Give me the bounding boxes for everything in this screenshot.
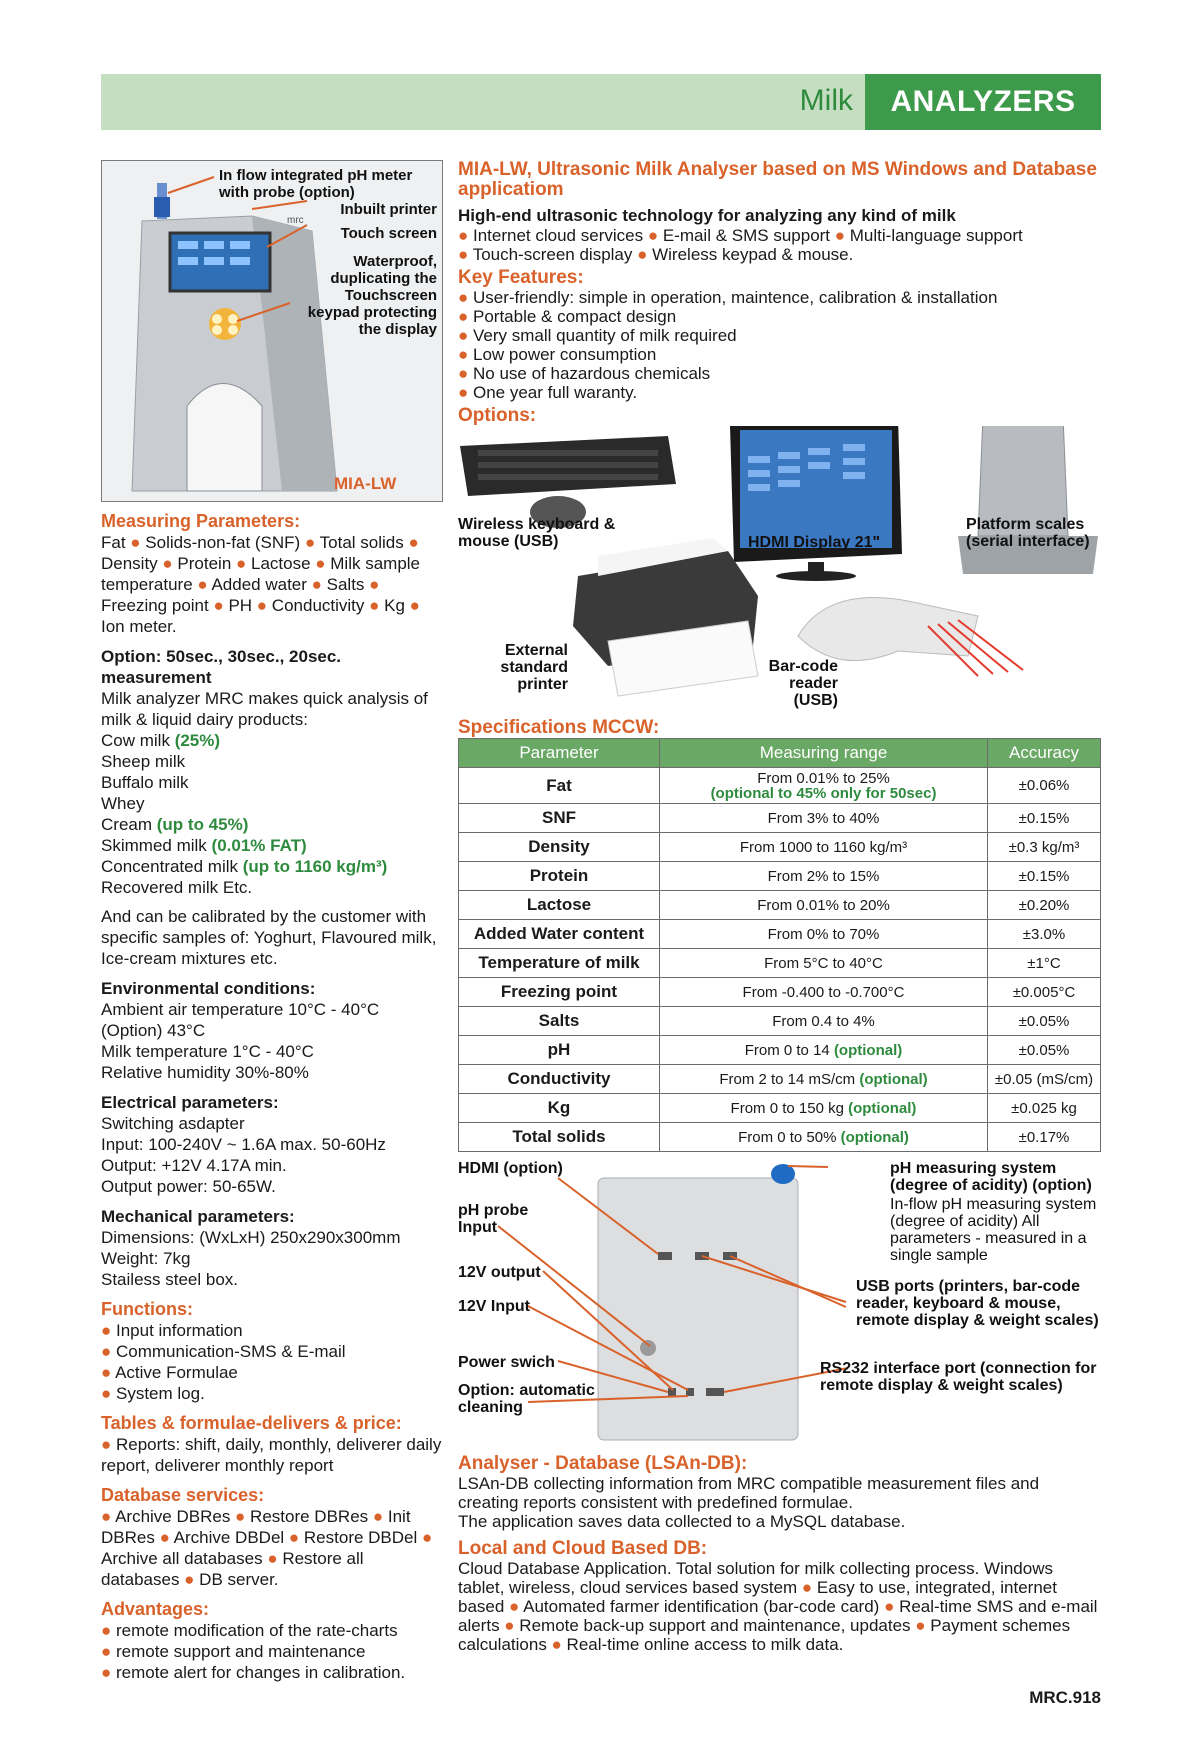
bullet-dot: ● [306, 575, 327, 594]
header-milk: Milk [799, 84, 853, 117]
th-accuracy: Accuracy [988, 739, 1101, 768]
spec-accuracy: ±0.05% [988, 1036, 1101, 1065]
header-band [101, 74, 1101, 130]
advantage-item [101, 1620, 443, 1641]
spec-param: Salts [459, 1007, 660, 1036]
bullet-dot: ● [364, 575, 380, 594]
mech-line: Dimensions: (WxLxH) 250x290x300mm [101, 1228, 401, 1247]
spec-accuracy: ±0.17% [988, 1123, 1101, 1152]
option-heading: Option: 50sec., 30sec., 20sec. measurement [101, 647, 342, 687]
th-parameter: Parameter [459, 739, 660, 768]
spec-param: Conductivity [459, 1065, 660, 1094]
spec-range [660, 949, 988, 978]
function-item-text: Input information [116, 1321, 243, 1340]
spec-range [660, 1036, 988, 1065]
elec-heading: Electrical parameters: [101, 1093, 279, 1112]
spec-param: SNF [459, 804, 660, 833]
product-note: (25%) [174, 731, 221, 750]
specs-header-row [459, 739, 1101, 768]
functions-list [101, 1320, 443, 1404]
options-heading: Options: [458, 405, 537, 426]
services-line-1 [458, 226, 1101, 245]
feature-item-text: User-friendly: simple in operation, maintence, calibration & installation [473, 288, 998, 307]
mech-lines [101, 1227, 443, 1290]
measuring-item: Kg [384, 596, 405, 615]
db-item: Archive DBRes [115, 1507, 231, 1526]
product-item [101, 835, 443, 856]
bullet-dot: ● [643, 226, 663, 245]
spec-row [459, 978, 1101, 1007]
key-heading: Key Features: [458, 267, 584, 288]
measuring-item: PH [228, 596, 253, 615]
spec-param: Density [459, 833, 660, 862]
feature-item [458, 383, 1101, 402]
specs-heading: Specifications MCCW: [458, 717, 660, 738]
back-hdmi: HDMI (option) [458, 1160, 563, 1177]
bullet-dot: ● [458, 345, 473, 364]
option-printer: External standard printer [500, 642, 568, 693]
bullet-dot: ● [284, 1528, 304, 1547]
bullet-dot: ● [101, 1384, 116, 1403]
feature-item-text: No use of hazardous chemicals [473, 364, 711, 383]
measuring-item: Milk sample temperature [101, 554, 421, 594]
cloud-item: Real-time SMS and e-mail alerts [458, 1597, 1098, 1635]
spec-row [459, 862, 1101, 891]
advantage-item-text: remote alert for changes in calibration. [116, 1663, 406, 1682]
bullet-dot: ● [157, 554, 178, 573]
bullet-dot: ● [458, 307, 473, 326]
product-name: Cream [101, 815, 153, 834]
bullet-dot: ● [364, 596, 385, 615]
function-item [101, 1362, 443, 1383]
cloud-text [458, 1559, 1101, 1654]
product-item [101, 856, 443, 877]
photo-label: MIA-LW [334, 474, 397, 493]
callout-keypad: Waterproof, duplicating the Touchscreen keypad protecting the display [307, 253, 437, 338]
cloud-item: Real-time online access to milk data. [566, 1635, 844, 1654]
elec-line: Input: 100-240V ~ 1.6A max. 50-60Hz [101, 1135, 386, 1154]
back-cleaning: Option: automatic cleaning [458, 1382, 595, 1416]
spec-range-extra: (optional) [848, 1099, 917, 1117]
spec-accuracy: ±0.06% [988, 768, 1101, 804]
bullet-dot: ● [252, 596, 272, 615]
env-lines [101, 999, 443, 1083]
product-item [101, 793, 443, 814]
db-item: Init DBRes [101, 1507, 411, 1547]
function-item [101, 1341, 443, 1362]
product-name: Cow milk [101, 731, 170, 750]
env-line: (Option) 43°C [101, 1021, 206, 1040]
cloud-item: Payment schemes calculations [458, 1616, 1071, 1654]
elec-lines [101, 1113, 443, 1197]
spec-range [660, 920, 988, 949]
bullet-dot: ● [192, 575, 212, 594]
cloud-intro: Cloud Database Application. Total solution for milk collecting process. Windows tablet, wireless, cloud services based system [458, 1559, 1053, 1597]
elec-line: Output power: 50-65W. [101, 1177, 276, 1196]
function-item-text: System log. [116, 1384, 205, 1403]
callout-printer: Inbuilt printer [340, 201, 437, 218]
spec-param: Total solids [459, 1123, 660, 1152]
spec-param: Fat [459, 768, 660, 804]
bullet-dot: ● [830, 226, 850, 245]
product-note: (0.01% FAT) [211, 836, 307, 855]
spec-row [459, 1094, 1101, 1123]
product-title: MIA-LW, Ultrasonic Milk Analyser based on MS Windows and Database applicatiom [458, 159, 1097, 200]
spec-range-text: From 5°C to 40°C [764, 954, 883, 972]
bullet-dot: ● [504, 1597, 524, 1616]
back-12v-output: 12V output [458, 1264, 541, 1281]
cloud-item: Easy to use, integrated, internet based [458, 1578, 1057, 1616]
product-item [101, 814, 443, 835]
db-heading: Database services: [101, 1485, 265, 1505]
product-item [101, 877, 443, 898]
env-line: Milk temperature 1°C - 40°C [101, 1042, 314, 1061]
feature-item [458, 326, 1101, 345]
spec-range-extra: (optional) [840, 1128, 909, 1146]
back-12v-input: 12V Input [458, 1298, 531, 1315]
spec-param: Protein [459, 862, 660, 891]
product-note: (up to 45%) [156, 815, 249, 834]
product-subtitle: High-end ultrasonic technology for analyzing any kind of milk [458, 206, 956, 225]
bullet-dot: ● [208, 596, 229, 615]
product-name: Recovered milk Etc. [101, 878, 253, 897]
back-ph-system-desc: In-flow pH measuring system (degree of acidity) All parameters - measured in a single sample [890, 1196, 1097, 1264]
left-column [101, 160, 443, 1683]
specs-table [458, 738, 1101, 1152]
feature-item-text: Portable & compact design [473, 307, 677, 326]
spec-range-text: From 0% to 70% [767, 925, 880, 943]
product-item [101, 730, 443, 751]
service-item: E-mail & SMS support [662, 226, 831, 245]
bullet-dot: ● [797, 1578, 817, 1597]
cloud-heading: Local and Cloud Based DB: [458, 1538, 708, 1559]
measuring-list [101, 532, 443, 637]
spec-range [660, 804, 988, 833]
spec-range [660, 1123, 988, 1152]
back-ph-system: pH measuring system (degree of acidity) (option) [890, 1160, 1092, 1194]
bullet-dot: ● [910, 1616, 931, 1635]
bullet-dot: ● [499, 1616, 520, 1635]
spec-range-text: From 0 to 14 [744, 1041, 830, 1059]
bullet-dot: ● [458, 383, 473, 402]
spec-row [459, 891, 1101, 920]
spec-range [660, 862, 988, 891]
spec-accuracy: ±0.05% [988, 1007, 1101, 1036]
spec-range-extra: (optional) [859, 1070, 928, 1088]
spec-range [660, 833, 988, 862]
bullet-dot: ● [632, 245, 653, 264]
spec-accuracy: ±1°C [988, 949, 1101, 978]
lsan-text: LSAn-DB collecting information from MRC compatible measurement files and creating reports consistent with predefined formulae. [458, 1474, 1040, 1512]
function-item-text: Active Formulae [115, 1363, 238, 1382]
product-name: Concentrated milk [101, 857, 239, 876]
option-keyboard: Wireless keyboard & mouse (USB) [458, 516, 616, 550]
measuring-item: Lactose [251, 554, 311, 573]
bullet-dot: ● [230, 1507, 251, 1526]
product-item [101, 751, 443, 772]
advantage-item [101, 1662, 443, 1683]
measuring-heading: Measuring Parameters: [101, 511, 301, 531]
feature-item [458, 307, 1101, 326]
bullet-dot: ● [101, 1642, 116, 1661]
bullet-dot: ● [310, 554, 331, 573]
callout-touch: Touch screen [340, 225, 437, 242]
spec-range [660, 1007, 988, 1036]
measuring-item: Added water [211, 575, 307, 594]
page-code: MRC.918 [1029, 1688, 1101, 1707]
service-item: Touch-screen display [472, 245, 633, 264]
db-item: Archive DBDel [173, 1528, 285, 1547]
elec-line: Output: +12V 4.17A min. [101, 1156, 287, 1175]
measuring-item: Salts [326, 575, 365, 594]
lsan-text-2: The application saves data collected to a MySQL database. [458, 1512, 906, 1531]
bullet-dot: ● [231, 554, 251, 573]
bullet-dot: ● [368, 1507, 388, 1526]
specs-body [459, 768, 1101, 1152]
db-item: Restore all databases [101, 1549, 364, 1589]
env-line: Relative humidity 30%-80% [101, 1063, 309, 1082]
advantages-list [101, 1620, 443, 1683]
spec-accuracy: ±0.3 kg/m³ [988, 833, 1101, 862]
options-area [458, 426, 1101, 718]
spec-row [459, 1036, 1101, 1065]
bullet-dot: ● [458, 245, 473, 264]
back-rs232: RS232 interface port (connection for remote display & weight scales) [820, 1360, 1097, 1394]
spec-row [459, 920, 1101, 949]
spec-param: Freezing point [459, 978, 660, 1007]
bullet-dot: ● [262, 1549, 283, 1568]
spec-range-text: From 2 to 14 mS/cm [719, 1070, 856, 1088]
bullet-dot: ● [458, 226, 473, 245]
spec-accuracy: ±0.025 kg [988, 1094, 1101, 1123]
lsan-heading: Analyser - Database (LSAn-DB): [458, 1453, 748, 1474]
back-usb: USB ports (printers, bar-code reader, keyboard & mouse, remote display & weight scales) [856, 1278, 1099, 1329]
spec-range [660, 1094, 988, 1123]
mech-heading: Mechanical parameters: [101, 1207, 295, 1226]
spec-accuracy: ±0.20% [988, 891, 1101, 920]
product-note: (up to 1160 kg/m³) [242, 857, 388, 876]
mrc-logo: mrc [287, 215, 304, 226]
bullet-dot: ● [101, 1507, 116, 1526]
spec-range-text: From -0.400 to -0.700°C [742, 983, 905, 1001]
spec-param: Added Water content [459, 920, 660, 949]
bullet-dot: ● [458, 288, 473, 307]
elec-line: Switching asdapter [101, 1114, 245, 1133]
option-intro: Milk analyzer MRC makes quick analysis of milk & liquid dairy products: [101, 689, 428, 729]
spec-range-text: From 1000 to 1160 kg/m³ [739, 838, 908, 856]
cloud-item: Automated farmer identification (bar-code card) [523, 1597, 880, 1616]
bullet-dot: ● [154, 1528, 174, 1547]
tables-heading: Tables & formulae-delivers & price: [101, 1413, 402, 1433]
function-item-text: Communication-SMS & E-mail [116, 1342, 346, 1361]
measuring-item: Conductivity [271, 596, 365, 615]
spec-row [459, 804, 1101, 833]
products-list [101, 730, 443, 898]
service-item: Multi-language support [849, 226, 1023, 245]
spec-range-text: From 2% to 15% [767, 867, 880, 885]
bullet-dot: ● [101, 1621, 116, 1640]
header-analyzers: ANALYZERS [865, 74, 1101, 130]
spec-range-text: From 0 to 50% [738, 1128, 837, 1146]
spec-accuracy: ±3.0% [988, 920, 1101, 949]
bullet-dot: ● [458, 364, 473, 383]
product-name: Buffalo milk [101, 773, 189, 792]
spec-param: Kg [459, 1094, 660, 1123]
product-photo [101, 160, 443, 502]
feature-item [458, 345, 1101, 364]
db-item: Restore DBRes [250, 1507, 369, 1526]
measuring-item: Total solids [319, 533, 404, 552]
service-item: Wireless keypad & mouse. [652, 245, 854, 264]
functions-heading: Functions: [101, 1299, 193, 1319]
spec-range-text: From 0 to 150 kg [730, 1099, 844, 1117]
spec-range [660, 1065, 988, 1094]
db-item: DB server. [199, 1570, 279, 1589]
back-power: Power swich [458, 1354, 555, 1371]
measuring-item: Ion meter. [101, 617, 177, 636]
mech-line: Weight: 7kg [101, 1249, 191, 1268]
service-item: Internet cloud services [473, 226, 644, 245]
th-range: Measuring range [660, 739, 988, 768]
spec-row [459, 1007, 1101, 1036]
feature-item-text: Low power consumption [473, 345, 657, 364]
bullet-dot: ● [879, 1597, 900, 1616]
advantage-item-text: remote modification of the rate-charts [116, 1621, 398, 1640]
spec-row [459, 768, 1101, 804]
spec-accuracy: ±0.15% [988, 804, 1101, 833]
adv-heading: Advantages: [101, 1599, 210, 1619]
bullet-dot: ● [546, 1635, 567, 1654]
product-name: Whey [101, 794, 145, 813]
spec-range [660, 891, 988, 920]
bullet-dot: ● [125, 533, 146, 552]
tables-text: ● Reports: shift, daily, monthly, deliverer daily report, deliverer monthly report [101, 1435, 442, 1475]
advantage-item [101, 1641, 443, 1662]
mech-line: Stailess steel box. [101, 1270, 239, 1289]
spec-range-text: From 0.01% to 20% [757, 896, 890, 914]
spec-param: Temperature of milk [459, 949, 660, 978]
bullet-dot: ● [179, 1570, 200, 1589]
spec-row [459, 833, 1101, 862]
advantage-item-text: remote support and maintenance [116, 1642, 366, 1661]
back-panel-area [458, 1160, 1101, 1450]
measuring-item: Fat [101, 533, 126, 552]
spec-range-text: From 0.4 to 4% [772, 1012, 875, 1030]
option-barcode: Bar-code reader (USB) [768, 658, 838, 709]
cloud-item: Remote back-up support and maintenance, updates [519, 1616, 911, 1635]
spec-range-text: From 3% to 40% [767, 809, 880, 827]
calibration-text: And can be calibrated by the customer with specific samples of: Yoghurt, Flavoured milk, Ice-cream mixtures etc. [101, 907, 437, 968]
bullet-dot: ● [417, 1528, 433, 1547]
env-line: Ambient air temperature 10°C - 40°C [101, 1000, 380, 1019]
back-ph-probe: pH probe Input [458, 1202, 529, 1236]
function-item [101, 1383, 443, 1404]
spec-range [660, 768, 988, 804]
spec-range-extra: (optional to 45% only for 50sec) [710, 784, 937, 802]
spec-range-text: From 0.01% to 25% [757, 769, 890, 787]
measuring-item: Solids-non-fat (SNF) [145, 533, 301, 552]
env-heading: Environmental conditions: [101, 979, 316, 998]
feature-item-text: Very small quantity of milk required [473, 326, 737, 345]
bullet-dot: ● [300, 533, 320, 552]
spec-row [459, 949, 1101, 978]
measuring-item: Density [101, 554, 158, 573]
product-name: Skimmed milk [101, 836, 207, 855]
measuring-item: Protein [177, 554, 232, 573]
feature-item-text: One year full waranty. [473, 383, 638, 402]
product-item [101, 772, 443, 793]
function-item [101, 1320, 443, 1341]
db-item: Archive all databases [101, 1549, 263, 1568]
callout-ph: In flow integrated pH meter with probe (option) [219, 167, 413, 201]
measuring-item: Freezing point [101, 596, 209, 615]
spec-range [660, 978, 988, 1007]
bullet-dot: ● [403, 533, 419, 552]
db-item: Restore DBDel [303, 1528, 418, 1547]
spec-accuracy: ±0.15% [988, 862, 1101, 891]
bullet-dot: ● [101, 1342, 116, 1361]
bullet-dot: ● [458, 326, 473, 345]
bullet-dot: ● [404, 596, 420, 615]
services-line-2 [458, 245, 1101, 264]
spec-range-extra: (optional) [833, 1041, 903, 1059]
feature-item [458, 288, 1101, 307]
spec-param: Lactose [459, 891, 660, 920]
spec-accuracy: ±0.05 (mS/cm) [988, 1065, 1101, 1094]
product-name: Sheep milk [101, 752, 186, 771]
spec-row [459, 1065, 1101, 1094]
option-display: HDMI Display 21" [748, 534, 881, 551]
feature-item [458, 364, 1101, 383]
spec-accuracy: ±0.005°C [988, 978, 1101, 1007]
features-list [458, 288, 1101, 402]
bullet-dot: ● [101, 1663, 116, 1682]
bullet-dot: ● [101, 1363, 116, 1382]
bullet-dot: ● [101, 1321, 116, 1340]
right-column [458, 160, 1101, 1654]
spec-param: pH [459, 1036, 660, 1065]
db-items [101, 1506, 443, 1590]
option-scales: Platform scales (serial interface) [966, 516, 1090, 550]
spec-row [459, 1123, 1101, 1152]
